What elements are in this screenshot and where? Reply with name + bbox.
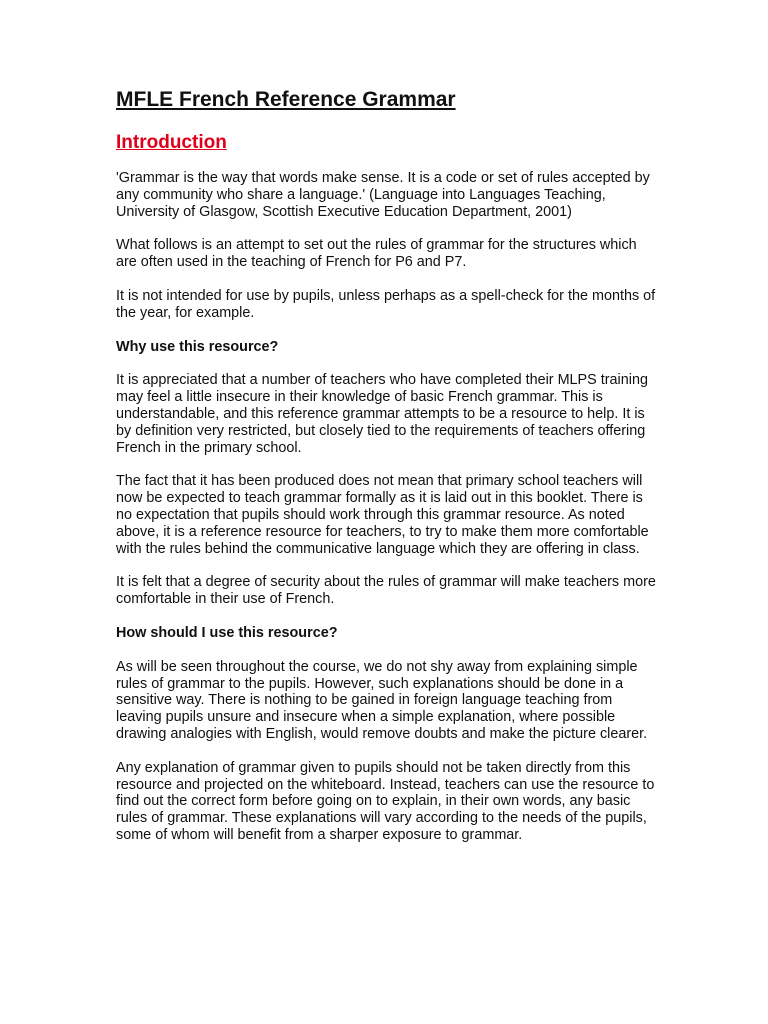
paragraph-any-explanation: Any explanation of grammar given to pupils should not be taken directly from this resource and projected on the whiteboard. Instead, teachers can use the resource to find out the correct form before going on to explain, in their own words, any basic rules of grammar. These explanations will vary according to the needs of the pupils, some of whom will benefit from a sharper exposure to grammar. [116,759,655,843]
paragraph-throughout-course: As will be seen throughout the course, we do not shy away from explaining simple rules of grammar to the pupils. However, such explanations should be done in a sensitive way. There is nothing to be gained in foreign language teaching from leaving pupils unsure and insecure when a simple explanation, where possible drawing analogies with English, would remove doubts and make the picture clearer. [116,658,648,742]
paragraph-felt-security: It is felt that a degree of security about the rules of grammar will make teachers more comfortable in their use of French. [116,574,656,608]
paragraph-what-follows: What follows is an attempt to set out the rules of grammar for the structures which are often used in the teaching of French for P6 and P7. [116,237,637,271]
section-title-introduction: Introduction [116,132,227,153]
paragraph-grammar-quote: 'Grammar is the way that words make sense. It is a code or set of rules accepted by any community who share a language.' (Language into Languages Teaching, University of Glasgow, Scottish Executive Education Department, 2001) [116,170,650,220]
paragraph-fact-produced: The fact that it has been produced does not mean that primary school teachers will now be expected to teach grammar formally as it is laid out in this booklet. There is no expectation that pupils should work through this grammar resource. As noted above, it is a reference resource for teachers, to try to make them more comfortable with the rules behind the communicative language which they are offering in class. [116,473,649,557]
paragraph-appreciated: It is appreciated that a number of teachers who have completed their MLPS training may feel a little insecure in their knowledge of basic French grammar. This is understandable, and this reference grammar attempts to be a resource to help. It is by definition very restricted, but closely tied to the requirements of teachers offering French in the primary school. [116,372,648,456]
paragraph-not-intended: It is not intended for use by pupils, unless perhaps as a spell-check for the months of the year, for example. [116,287,656,321]
document-page [116,86,656,861]
document-title: MFLE French Reference Grammar [116,88,456,111]
subheading-how-use: How should I use this resource? [116,624,338,641]
subheading-why-use: Why use this resource? [116,338,279,355]
